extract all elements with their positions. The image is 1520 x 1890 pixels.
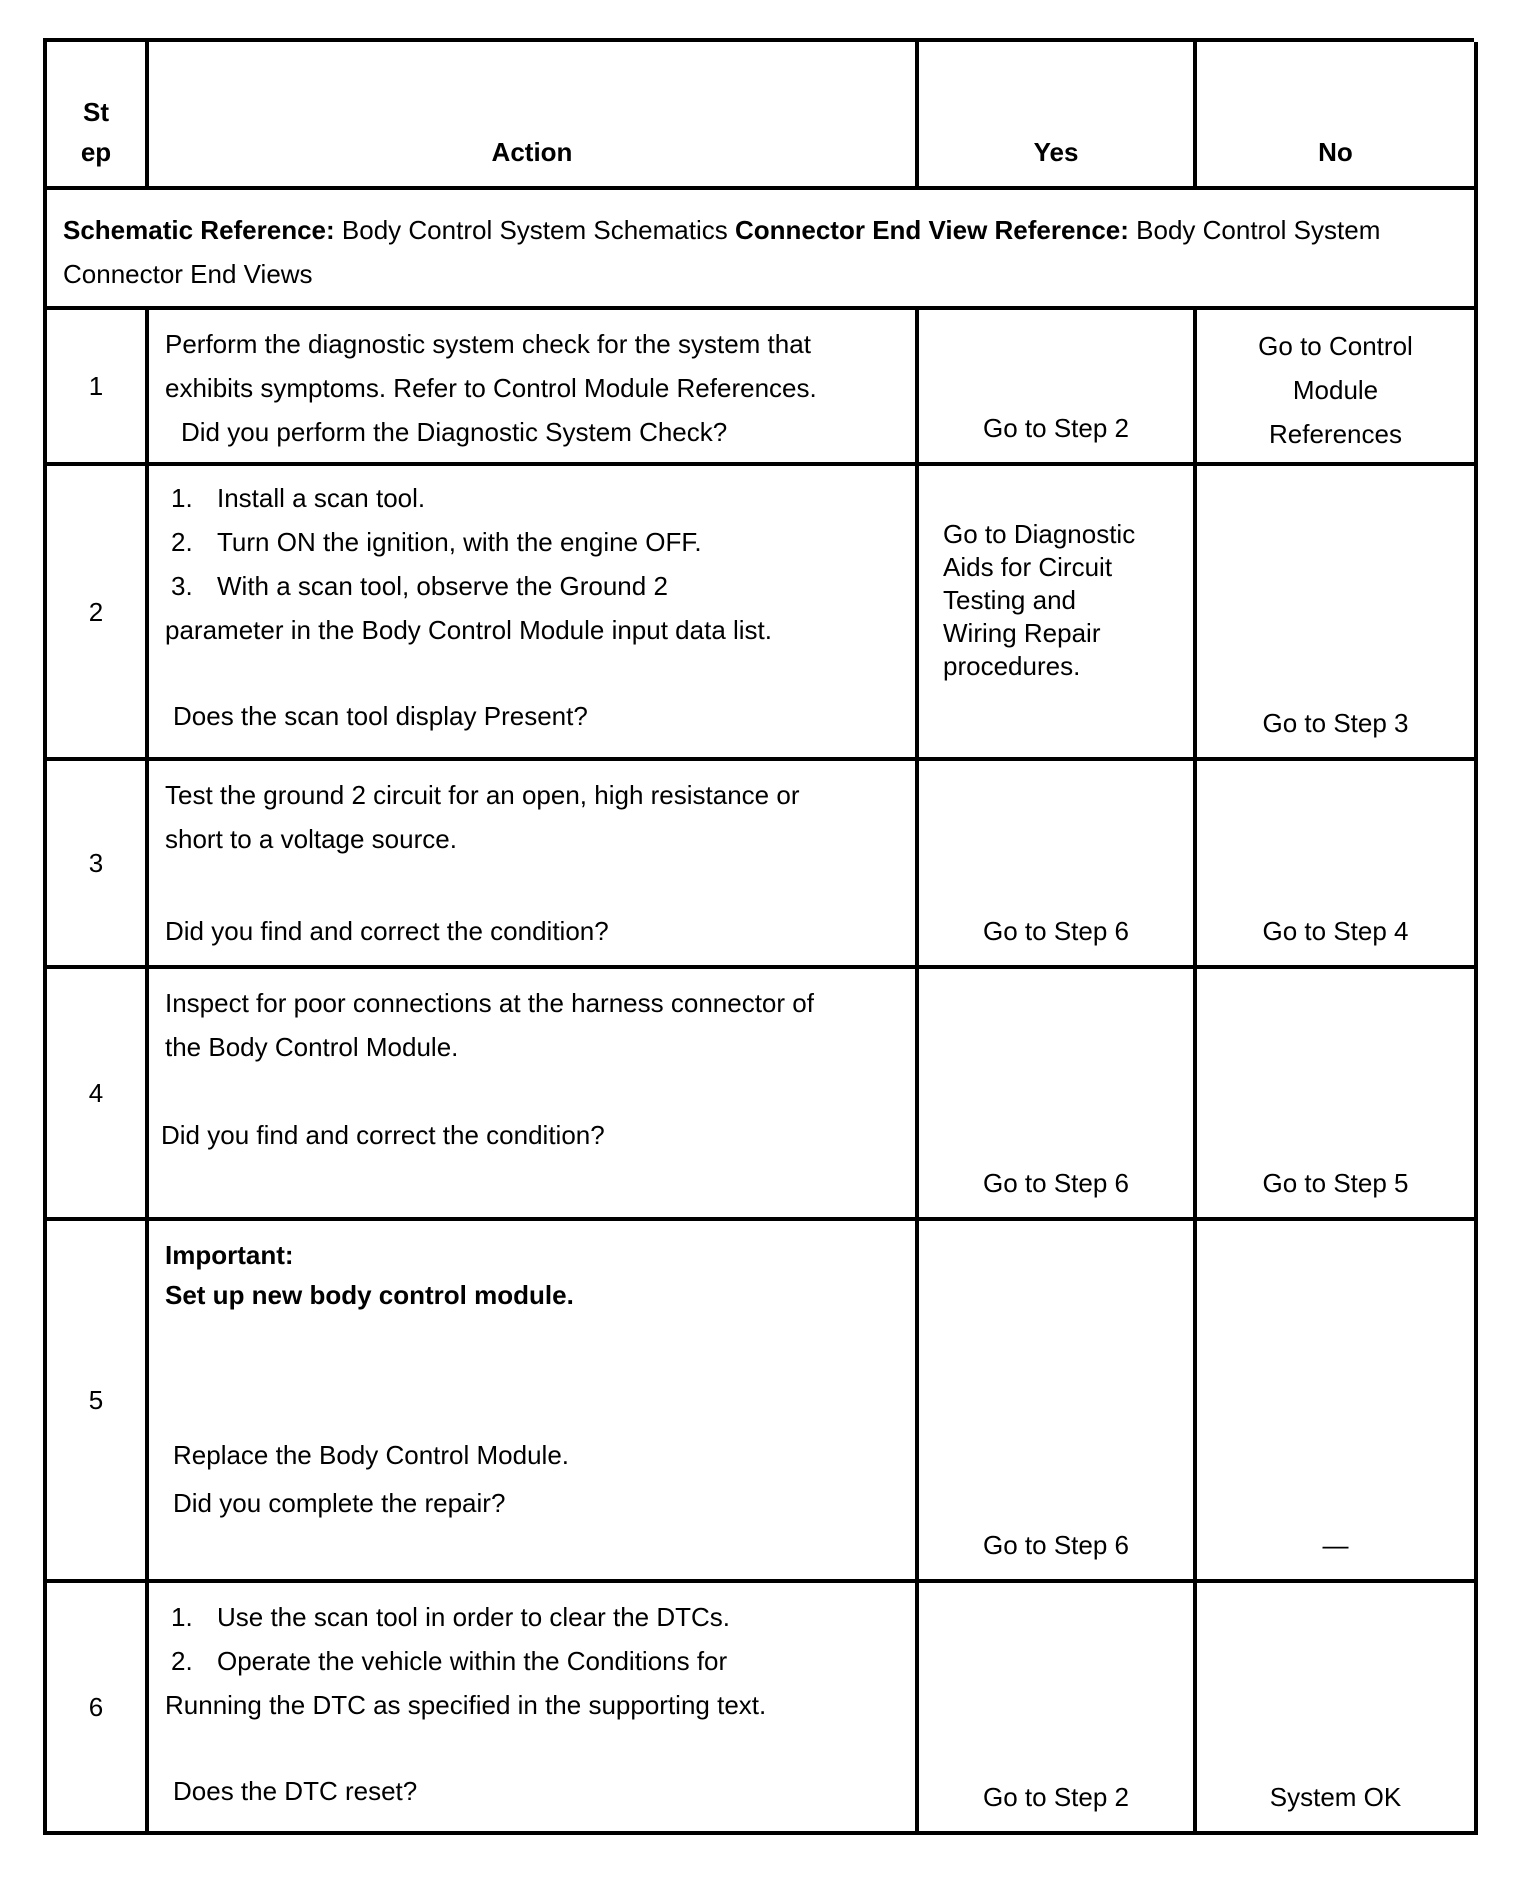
list-item: 2. Operate the vehicle within the Conditions for bbox=[171, 1646, 728, 1676]
important-label: Important: bbox=[165, 1240, 294, 1270]
yes-link[interactable]: Go to Step 6 bbox=[983, 1168, 1129, 1198]
action-cell: Important: Set up new body control module. Replace the Body Control Module. Did you complete the repair? bbox=[149, 1221, 919, 1583]
step-number: 6 bbox=[47, 1583, 149, 1835]
action-cell: Test the ground 2 circuit for an open, high resistance or short to a voltage source. Did you find and correct the condition? bbox=[149, 761, 919, 969]
no-link[interactable]: Go to Step 4 bbox=[1262, 916, 1409, 946]
header-step bbox=[47, 42, 149, 190]
list-item: 2. Turn ON the ignition, with the engine OFF. bbox=[171, 527, 702, 557]
step-number: 3 bbox=[47, 761, 149, 969]
table-grid bbox=[43, 38, 1474, 1835]
step-number: 1 bbox=[47, 310, 149, 466]
diagnostic-table bbox=[43, 38, 1474, 1835]
list-item: 1. Install a scan tool. bbox=[171, 483, 426, 513]
no-cell bbox=[1197, 1583, 1478, 1835]
yes-link[interactable]: Go to Step 6 bbox=[983, 1530, 1129, 1560]
yes-link[interactable]: Go to Step 2 bbox=[983, 413, 1129, 443]
step-number: 2 bbox=[47, 466, 149, 761]
header-action: Action bbox=[149, 42, 919, 190]
list-item: 1. Use the scan tool in order to clear the DTCs. bbox=[171, 1602, 731, 1632]
step-number: 4 bbox=[47, 969, 149, 1221]
connector-reference-value: Body Control System Connector End Views bbox=[63, 215, 1381, 289]
yes-cell bbox=[919, 969, 1197, 1221]
yes-link[interactable]: Go to Step 2 bbox=[983, 1782, 1129, 1812]
schematic-reference-value: Body Control System Schematics bbox=[341, 215, 728, 245]
yes-cell bbox=[919, 1221, 1197, 1583]
no-link[interactable]: Go to Step 3 bbox=[1262, 708, 1409, 738]
no-cell bbox=[1197, 761, 1478, 969]
header-step-line2: ep bbox=[80, 137, 112, 167]
no-cell bbox=[1197, 310, 1478, 466]
no-link[interactable]: Go to Control Module References bbox=[1258, 331, 1413, 449]
yes-cell bbox=[919, 310, 1197, 466]
no-cell bbox=[1197, 969, 1478, 1221]
schematic-reference-label: Schematic Reference: bbox=[63, 215, 335, 245]
header-step-line1: St bbox=[83, 97, 109, 127]
step-number: 5 bbox=[47, 1221, 149, 1583]
action-cell: 1. Use the scan tool in order to clear the DTCs. 2. Operate the vehicle within the Conditions for Running the DTC as specified in the supporting text. Does the DTC reset? bbox=[149, 1583, 919, 1835]
no-dash: — bbox=[1322, 1530, 1349, 1560]
important-text: Set up new body control module. bbox=[165, 1280, 574, 1310]
no-cell bbox=[1197, 1221, 1478, 1583]
reference-row bbox=[47, 190, 1478, 310]
yes-link[interactable]: Go to Step 6 bbox=[983, 916, 1129, 946]
connector-reference-label: Connector End View Reference: bbox=[734, 215, 1129, 245]
header-no: No bbox=[1197, 42, 1478, 190]
action-cell: Perform the diagnostic system check for the system that exhibits symptoms. Refer to Control Module References. Did you perform the Diagnostic System Check? bbox=[149, 310, 919, 466]
no-link[interactable]: Go to Step 5 bbox=[1262, 1168, 1409, 1198]
list-item: 3. With a scan tool, observe the Ground 2 bbox=[171, 571, 668, 601]
yes-cell bbox=[919, 1583, 1197, 1835]
no-result: System OK bbox=[1269, 1782, 1402, 1812]
yes-cell bbox=[919, 761, 1197, 969]
yes-link[interactable]: Go to Diagnostic Aids for Circuit Testing and Wiring Repair procedures. bbox=[943, 519, 1136, 681]
yes-cell bbox=[919, 466, 1197, 761]
action-cell: 1. Install a scan tool. 2. Turn ON the ignition, with the engine OFF. 3. With a scan tool, observe the Ground 2 parameter in the Body Control Module input data list. Does the scan tool display Present? bbox=[149, 466, 919, 761]
action-cell: Inspect for poor connections at the harness connector of the Body Control Module. Did you find and correct the condition? bbox=[149, 969, 919, 1221]
header-yes: Yes bbox=[919, 42, 1197, 190]
no-cell bbox=[1197, 466, 1478, 761]
